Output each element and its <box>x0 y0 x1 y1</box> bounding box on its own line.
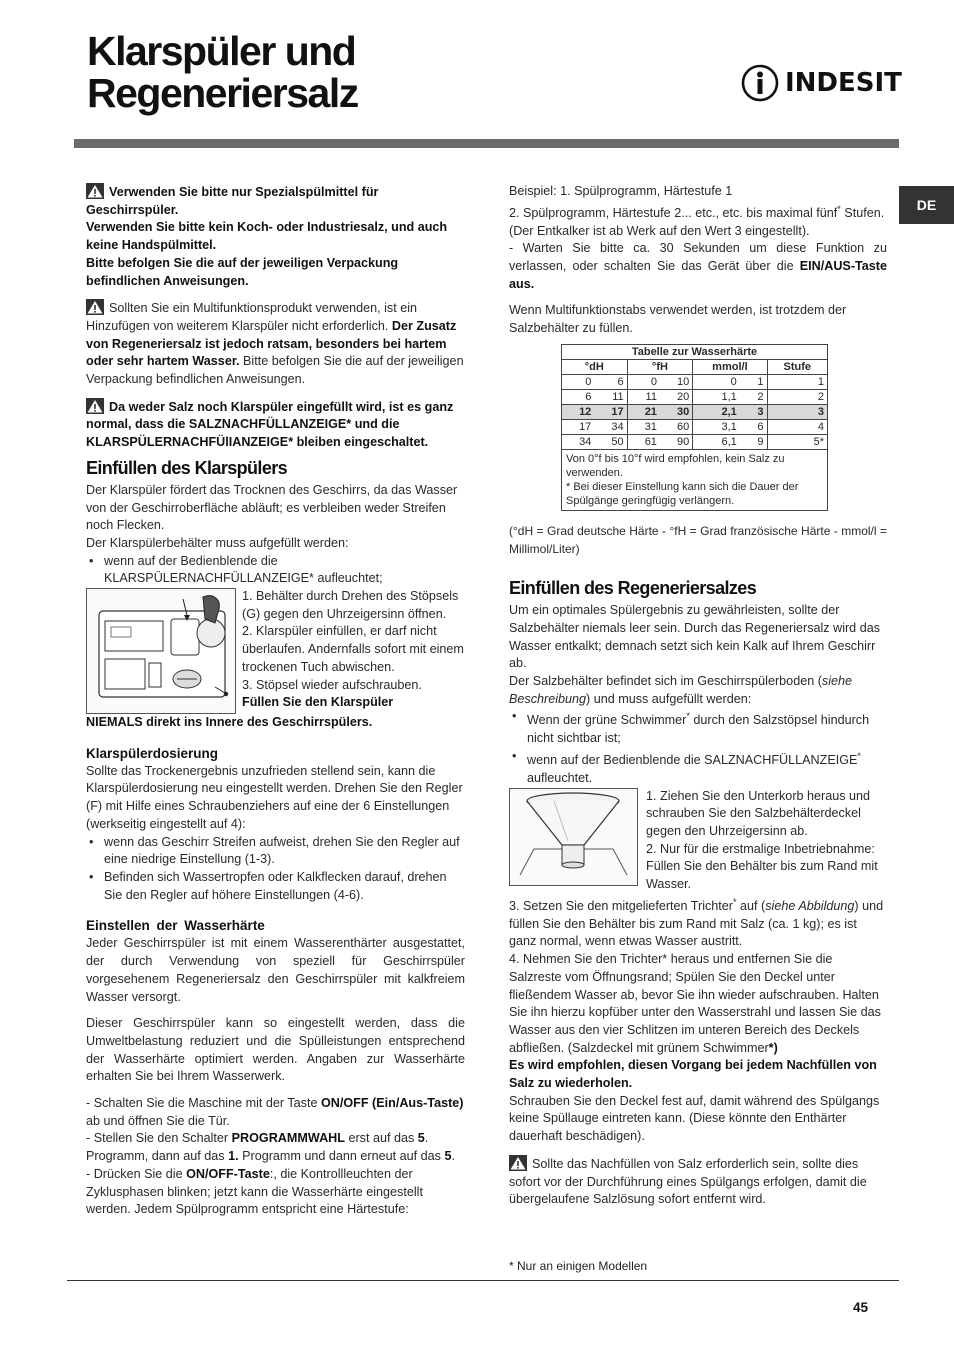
fill-steps <box>236 588 465 714</box>
warning-detergent: Verwenden Sie bitte nur Spezialspülmittel für Geschirrspüler. Verwenden Sie bitte kein Koch- oder Industriesalz, und auch keine Handspülmittel. Bitte befolgen Sie die auf der jeweiligen Verpackung befindlichen Anweisungen. <box>86 185 448 288</box>
salt-intro: Um ein optimales Spülergebnis zu gewährleisten, sollte der Salzbehälter niemals leer sein. Durch das Regeneriersalz wird das Wasser entkalkt; demnach setzt sich kein Kalk auf Ihrem Geschirr ab. <box>509 603 880 671</box>
title-line-2: Regeneriersalz <box>87 70 358 116</box>
salt-location: Der Salzbehälter befindet sich im Geschirrspülerboden (siehe Beschreibung) und muss aufgefüllt werden: <box>509 674 853 706</box>
example-4: - Warten Sie bitte ca. 30 Sekunden um diese Funktion zu verlassen, oder schalten Sie das Gerät über die EIN/AUS-Taste aus. <box>509 241 887 291</box>
warning-icon <box>86 299 104 315</box>
heading-fill-salt: Einfüllen des Regeneriersalzes <box>509 578 757 599</box>
fill-list <box>86 553 465 588</box>
fill-warning-b: NIEMALS direkt ins Innere des Geschirrspülers. <box>86 715 373 730</box>
multitab-note: Wenn Multifunktionstabs verwendet werden, ist trotzdem der Salzbehälter zu füllen. <box>509 303 847 336</box>
fill-condition: Der Klarspülerbehälter muss aufgefüllt werden: <box>86 535 349 550</box>
hardness-details: Dieser Geschirrspüler kann so eingestellt werden, dass die Umweltbelastung reduziert und die Spülleistungen entsprechend der Wasserhärte optimiert werden. Angaben zur Wasserhärte erhalten Sie bei Ihrem Wasserwerk. <box>86 1016 465 1084</box>
fill-step-3: 3. Stöpsel wieder aufschrauben. <box>242 677 422 692</box>
salt-funnel-illustration <box>509 788 638 886</box>
indesit-logo-icon <box>741 64 779 102</box>
list-item: • wenn auf der Bedienblende die KLARSPÜLERNACHFÜLLANZEIGE* aufleuchtet; <box>86 553 465 588</box>
footnote: * Nur an einigen Modellen <box>509 1259 648 1273</box>
table-note: Von 0°f bis 10°f wird empfohlen, kein Salz zu verwenden. * Bei dieser Einstellung kann sich die Dauer der Spülgänge geringfügig verlängern. <box>562 449 828 510</box>
fill-figure-row <box>86 588 465 714</box>
list-item: • Wenn der grüne Schwimmer* durch den Salzstöpsel hindurch nicht sichtbar ist; <box>509 708 887 748</box>
units-legend: (°dH = Grad deutsche Härte - °fH = Grad französische Härte - mmol/l = Millimol/Liter) <box>509 523 887 556</box>
fill-step-2: 2. Klarspüler einfüllen, er darf nicht überlaufen. Andernfalls sofort mit einem trockenen Tuch abwischen. <box>242 624 464 674</box>
list-item: • wenn auf der Bedienblende die SALZNACHFÜLLANZEIGE* aufleuchtet. <box>509 748 887 788</box>
table-row: 0 6 0 10 0 1 1 <box>562 374 828 389</box>
fill-intro: Der Klarspüler fördert das Trocknen des Geschirrs, da das Wasser von der Geschirroberfläche abläuft; es verbleiben weder Streifen noch Flecken. <box>86 482 458 533</box>
table-row: 34 50 61 90 6,1 9 5* <box>562 434 828 449</box>
table-header: °dH <box>562 359 628 374</box>
list-item: • wenn das Geschirr Streifen aufweist, drehen Sie den Regler auf eine niedrige Einstellung (1-3). <box>86 834 465 869</box>
brand-logo <box>741 64 902 102</box>
brand-wordmark: INDESIT <box>785 68 902 98</box>
header-rule <box>74 139 899 148</box>
salt-step-3: 3. Setzen Sie den mitgelieferten Trichter* auf (siehe Abbildung) und füllen Sie den Behälter bis zum Rand mit Salz (ca. 1 kg); es ist ganz normal, wenn etwas Wasser austritt. <box>509 896 884 949</box>
table-row: 12 17 21 30 2,1 3 3 <box>562 404 828 419</box>
page-title <box>87 30 358 114</box>
warning-icon <box>86 398 104 414</box>
dosage-text: Sollte das Trockenergebnis unzufrieden stellend sein, kann die Klarspülerdosierung neu eingestellt werden. Drehen Sie den Regler (F) mit Hilfe eines Schraubenziehers auf eine der 6 Einstellungen (werkseitig eingestellt auf 4): <box>86 763 463 831</box>
hardness-step-2: - Stellen Sie den Schalter PROGRAMMWAHL erst auf das 5. Programm, dann auf das 1. Programm und dann erneut auf das 5. <box>86 1131 455 1164</box>
salt-step-1: 1. Ziehen Sie den Unterkorb heraus und schrauben Sie den Salzbehälterdeckel gegen den Uhrzeigersinn ab. <box>646 788 871 839</box>
footer-rule <box>67 1280 899 1281</box>
language-tab: DE <box>899 186 954 224</box>
hardness-step-3: - Drücken Sie die ON/OFF-Taste:, die Kontrollleuchten der Zyklusphasen blinken; jetzt kann die Wasserhärte eingestellt werden. Jedem Spülprogramm entspricht eine Härtestufe: <box>86 1166 423 1217</box>
salt-list <box>509 708 887 787</box>
warning-indicators: Da weder Salz noch Klarspüler eingefüllt wird, ist es ganz normal, dass die SALZNACHFÜLLANZEIGE* und die KLARSPÜLERNACHFÜlIANZEIGE* bleiben eingeschaltet. <box>86 399 454 450</box>
rinse-aid-dispenser-illustration <box>86 588 236 714</box>
salt-step-4: 4. Nehmen Sie den Trichter* heraus und entfernen Sie die Salzreste vom Öffnungsrand; Spülen Sie den Deckel unter fließendem Wasser ab, bevor Sie ihn wieder aufschrauben. Halten Sie ihn hierzu kopfüber unter den Wasserstrahl und lassen Sie das Wasser aus den vier Schlitzen im unteren Bereich des Deckels abfließen. (Salzdeckel mit grünem Schwimmer*) <box>509 952 881 1055</box>
fill-step-1: 1. Behälter durch Drehen des Stöpsels (G) gegen den Uhrzeigersinn öffnen. <box>242 589 459 621</box>
heading-fill-rinse-aid: Einfüllen des Klarspülers <box>86 457 288 478</box>
heading-dosage: Klarspülerdosierung <box>86 745 219 761</box>
table-row: 6 11 11 20 1,1 2 2 <box>562 389 828 404</box>
dosage-list <box>86 834 465 905</box>
table-header: mmol/l <box>693 359 767 374</box>
example-1: Beispiel: 1. Spülprogramm, Härtestufe 1 <box>509 184 733 198</box>
example-3: (Der Entkalker ist ab Werk auf den Wert 3 eingestellt). <box>509 223 810 238</box>
salt-figure-row <box>509 788 887 894</box>
hardness-intro: Jeder Geschirrspüler ist mit einem Wasserenthärter ausgestattet, der durch Verwendung von speziell für Geschirrspüler vorgesehenem Regeneriersalz den Geschirrspüler mit kalkfreiem Wasser versorgt. <box>86 936 465 1004</box>
funnel-drawing-icon <box>510 789 637 885</box>
salt-warning: Sollte das Nachfüllen von Salz erforderlich sein, sollte dies sofort vor der Durchführung eines Spülgangs erfolgen, damit die übergelaufene Salzlösung sofort entfernt wird. <box>509 1156 867 1207</box>
table-header: °fH <box>627 359 693 374</box>
salt-steps <box>644 788 887 894</box>
table-header: Stufe <box>767 359 827 374</box>
hardness-step-1: - Schalten Sie die Maschine mit der Taste ON/OFF (Ein/Aus-Taste) ab und öffnen Sie die Tür. <box>86 1096 464 1128</box>
page-number: 45 <box>853 1300 869 1315</box>
table-row: 17 34 31 60 3,1 6 4 <box>562 419 828 434</box>
title-line-1: Klarspüler und <box>87 28 356 74</box>
left-column <box>86 183 465 1219</box>
warning-multifunction: Sollten Sie ein Multifunktionsprodukt verwenden, ist ein Hinzufügen von weiterem Klarspüler nicht erforderlich. Der Zusatz von Regeneriersalz ist jedoch ratsam, besonders bei hartem oder sehr hartem Wasser. Bitte befolgen Sie die auf der jeweiligen Verpackung befindlichen Anweisungen. <box>86 301 464 387</box>
heading-water-hardness: Einstellen der Wasserhärte <box>86 918 265 934</box>
table-title: Tabelle zur Wasserhärte <box>562 344 828 359</box>
example-2: 2. Spülprogramm, Härtestufe 2... etc., etc. bis maximal fünf* Stufen. <box>509 203 885 220</box>
water-hardness-table <box>561 344 828 511</box>
warning-icon <box>86 183 104 199</box>
salt-close-lid: Schrauben Sie den Deckel fest auf, damit während des Spülgangs keine Spüllauge eintreten kann. (Diese könnte den Enthärter dauerhaft beschädigen). <box>509 1093 880 1144</box>
right-column <box>509 183 887 1209</box>
salt-step-2: 2. Nur für die erstmalige Inbetriebnahme: Füllen Sie den Behälter bis zum Rand mit Wasser. <box>646 841 878 892</box>
salt-recommendation: Es wird empfohlen, diesen Vorgang bei jedem Nachfüllen von Salz zu wiederholen. <box>509 1058 877 1091</box>
fill-warning-a: Füllen Sie den Klarspüler <box>242 695 394 710</box>
list-item: • Befinden sich Wassertropfen oder Kalkflecken darauf, drehen Sie den Regler auf höhere Einstellungen (4-6). <box>86 869 465 904</box>
dispenser-drawing-icon <box>87 589 235 713</box>
warning-icon <box>509 1155 527 1171</box>
